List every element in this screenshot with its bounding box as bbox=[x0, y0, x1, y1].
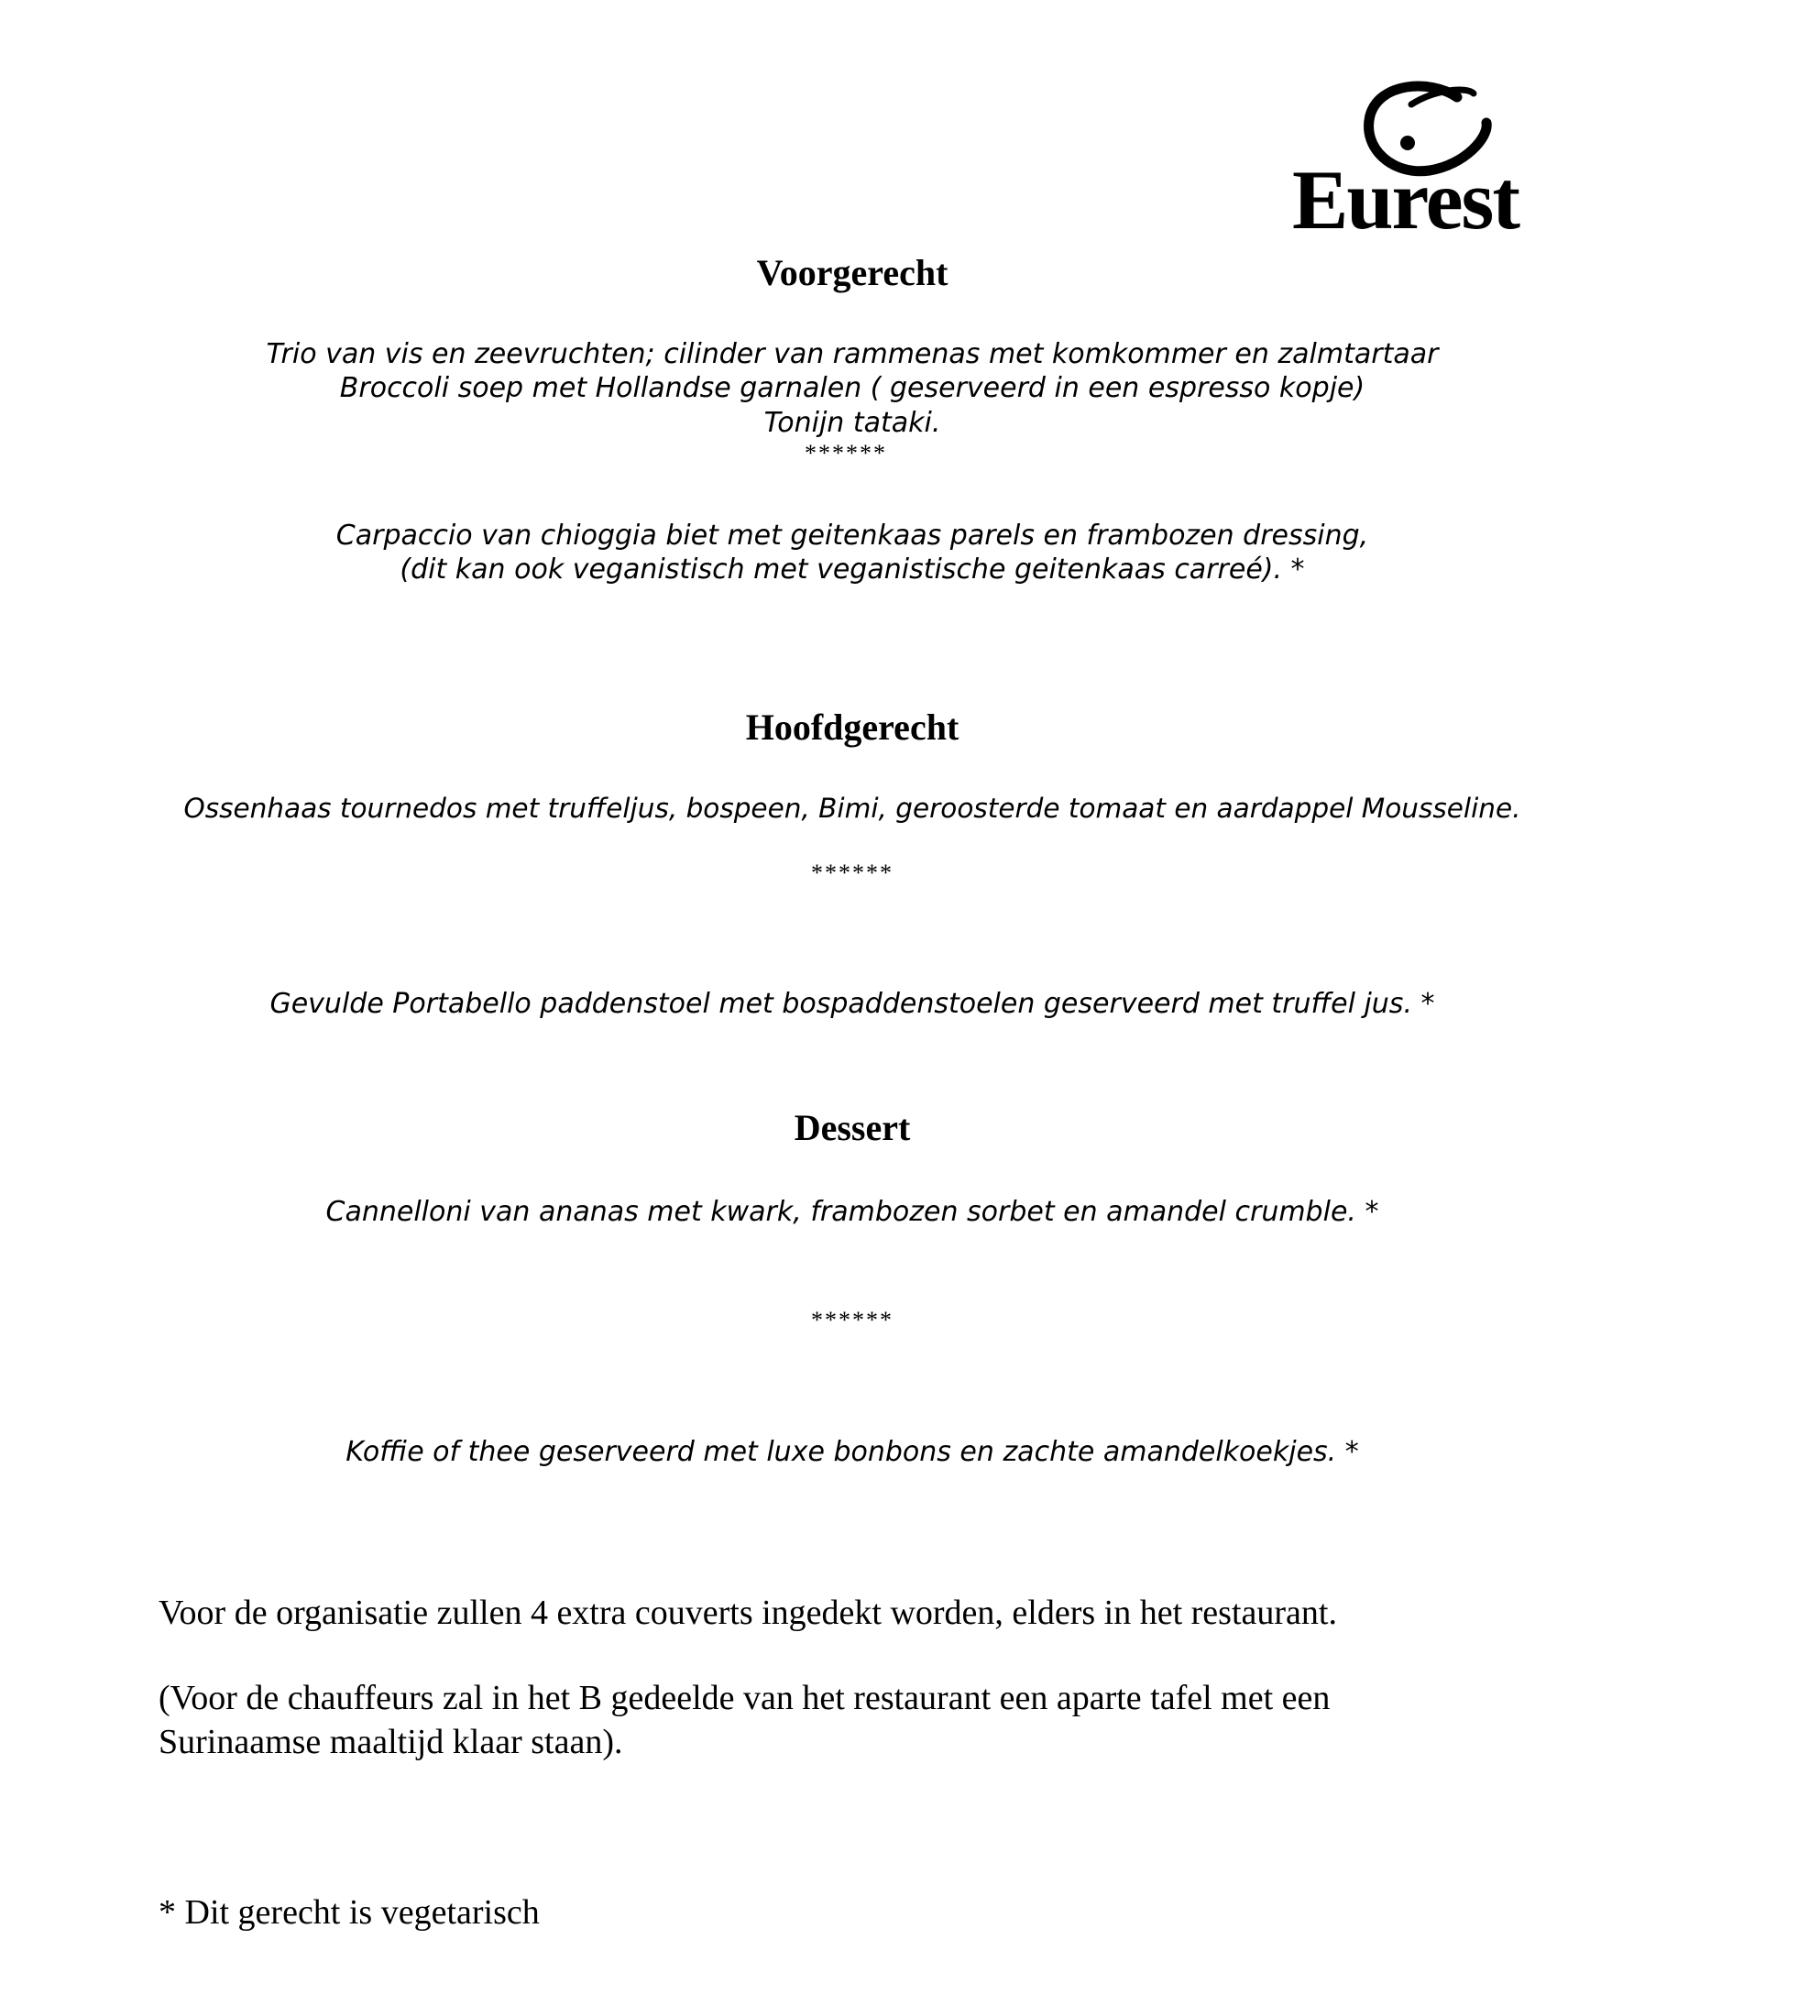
chauffeurs-note-line-1: (Voor de chauffeurs zal in het B gedeelde van het restaurant een aparte tafel met een bbox=[159, 1679, 1331, 1717]
hoofdgerecht-main-dish: Ossenhaas tournedos met truffeljus, bospeen, Bimi, geroosterde tomaat en aardappel Mousseline. bbox=[183, 793, 1521, 824]
hoofdgerecht-vegetarian-dish: Gevulde Portabello paddenstoel met bospaddenstoelen geserveerd met truffel jus. * bbox=[269, 988, 1435, 1020]
voorgerecht-line-2: Broccoli soep met Hollandse garnalen ( geserveerd in een espresso kopje) bbox=[339, 372, 1365, 404]
dessert-dish: Cannelloni van ananas met kwark, frambozen sorbet en amandel crumble. * bbox=[325, 1196, 1379, 1228]
voorgerecht-separator: ****** bbox=[805, 440, 887, 466]
voorgerecht-heading: Voorgerecht bbox=[756, 252, 948, 293]
voorgerecht-line-3: Tonijn tataki. bbox=[763, 407, 941, 439]
organisation-note: Voor de organisatie zullen 4 extra couverts ingedekt worden, elders in het restaurant. bbox=[159, 1594, 1337, 1632]
voorgerecht-line-1: Trio van vis en zeevruchten; cilinder van rammenas met komkommer en zalmtartaar bbox=[266, 338, 1439, 370]
dessert-heading: Dessert bbox=[794, 1107, 911, 1148]
eurest-logo bbox=[1292, 77, 1558, 251]
dessert-separator: ****** bbox=[811, 1307, 894, 1333]
hoofdgerecht-heading: Hoofdgerecht bbox=[745, 707, 959, 748]
coffee-line: Koffie of thee geserveerd met luxe bonbons en zachte amandelkoekjes. * bbox=[345, 1436, 1359, 1468]
vegetarian-legend: * Dit gerecht is vegetarisch bbox=[159, 1893, 540, 1932]
voorgerecht-vegetarian-line-1: Carpaccio van chioggia biet met geitenkaas parels en frambozen dressing, bbox=[335, 520, 1369, 552]
chauffeurs-note-line-2: Surinaamse maaltijd klaar staan). bbox=[159, 1723, 623, 1761]
hoofdgerecht-separator: ****** bbox=[811, 860, 894, 886]
logo-wordmark: Eurest bbox=[1292, 153, 1518, 247]
voorgerecht-vegetarian-line-2: (dit kan ook veganistisch met veganistische geitenkaas carreé). * bbox=[400, 553, 1305, 586]
